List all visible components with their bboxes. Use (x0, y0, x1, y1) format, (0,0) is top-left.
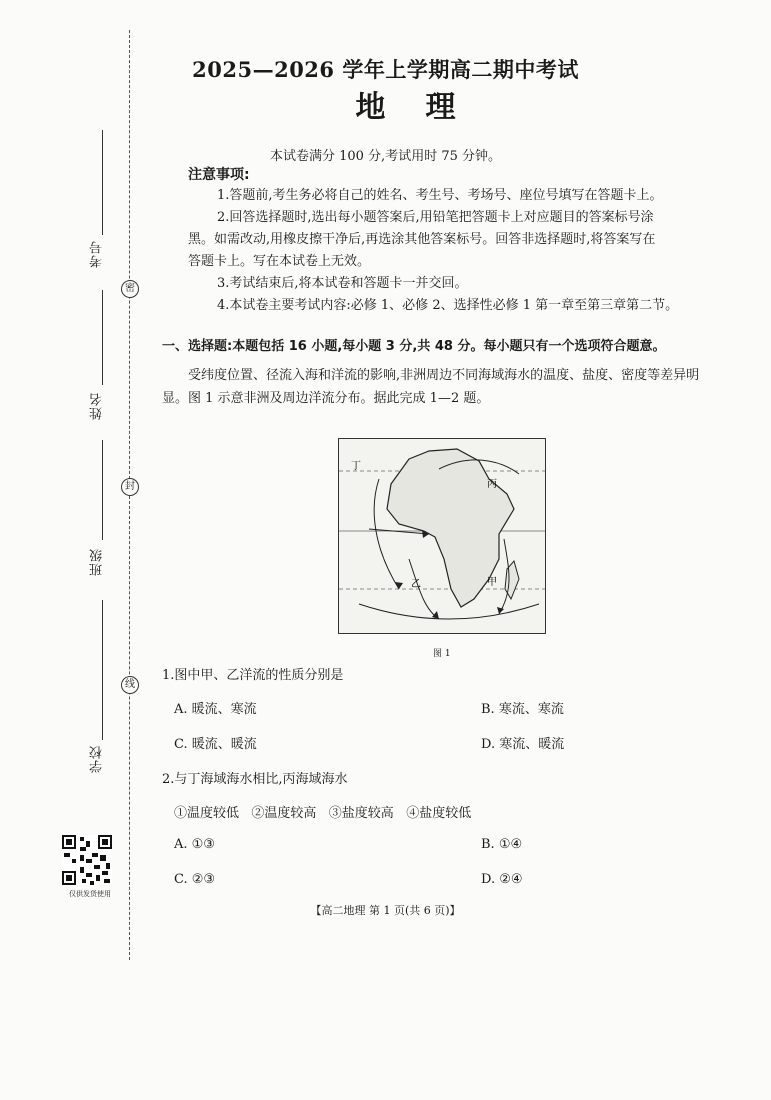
field-class-line (102, 440, 103, 540)
question-1-option-c: C. 暖流、暖流 (174, 737, 257, 752)
map-label-yi: 乙 (411, 579, 421, 590)
qr-code-icon (62, 835, 112, 885)
question-2-option-d: D. ②④ (481, 872, 523, 887)
field-exam-number-label: 考号 (90, 240, 105, 268)
question-intro-line1: 受纬度位置、径流入海和洋流的影响,非洲周边不同海域海水的温度、盐度、密度等差异明 (188, 368, 700, 383)
question-2-stem: 2.与丁海域海水相比,丙海域海水 (162, 772, 348, 787)
notice-item-2-cont: 黑。如需改动,用橡皮擦干净后,再选涂其他答案标号。回答非选择题时,将答案写在 (188, 232, 656, 247)
notice-item-3: 3.考试结束后,将本试卷和答题卡一并交回。 (217, 276, 468, 291)
field-school-line (102, 600, 103, 740)
seal-mark-xian: 线 (121, 676, 139, 694)
notice-item-2: 2.回答选择题时,选出每小题答案后,用铅笔把答题卡上对应题目的答案标号涂 (217, 210, 654, 225)
page-footer: 【高二地理 第 1 页(共 6 页)】 (310, 904, 461, 917)
seal-mark-feng: 封 (121, 478, 139, 496)
question-1-option-a: A. 暖流、寒流 (174, 702, 257, 717)
field-class-label: 班级 (90, 548, 105, 576)
question-2-option-a: A. ①③ (174, 837, 215, 852)
field-name-line (102, 290, 103, 385)
field-name-label: 姓名 (90, 392, 105, 420)
map-label-bing: 丙 (487, 479, 497, 490)
figure-caption: 图 1 (433, 649, 451, 659)
question-intro-line2: 显。图 1 示意非洲及周边洋流分布。据此完成 1—2 题。 (162, 391, 490, 406)
notice-item-4: 4.本试卷主要考试内容:必修 1、必修 2、选择性必修 1 第一章至第三章第二节。 (217, 298, 679, 313)
field-school-label: 学校 (90, 745, 105, 773)
seal-mark-mi: 密 (121, 280, 139, 298)
africa-currents-map (338, 438, 546, 634)
section-heading: 一、选择题:本题包括 16 小题,每小题 3 分,共 48 分。每小题只有一个选项符合题意。 (162, 339, 666, 354)
map-label-ding: 丁 (351, 461, 361, 472)
question-1-option-b: B. 寒流、寒流 (481, 702, 564, 717)
exam-title: 2025—2026 学年上学期高二期中考试 (192, 57, 579, 82)
notice-item-2-cont2: 答题卡上。写在本试卷上无效。 (188, 254, 371, 269)
notice-item-1: 1.答题前,考生务必将自己的姓名、考生号、考场号、座位号填写在答题卡上。 (217, 188, 663, 203)
question-1-stem: 1.图中甲、乙洋流的性质分别是 (162, 668, 344, 683)
subject-title: 地理 (355, 90, 496, 125)
exam-info: 本试卷满分 100 分,考试用时 75 分钟。 (269, 149, 502, 164)
map-label-jia: 甲 (487, 577, 497, 588)
notice-heading: 注意事项: (188, 167, 250, 183)
question-1-option-d: D. 寒流、暖流 (481, 737, 565, 752)
question-2-choices: ①温度较低 ②温度较高 ③盐度较高 ④盐度较低 (174, 806, 472, 821)
question-2-option-c: C. ②③ (174, 872, 216, 887)
qr-note: 仅供发货使用 (69, 890, 111, 898)
question-2-option-b: B. ①④ (481, 837, 523, 852)
